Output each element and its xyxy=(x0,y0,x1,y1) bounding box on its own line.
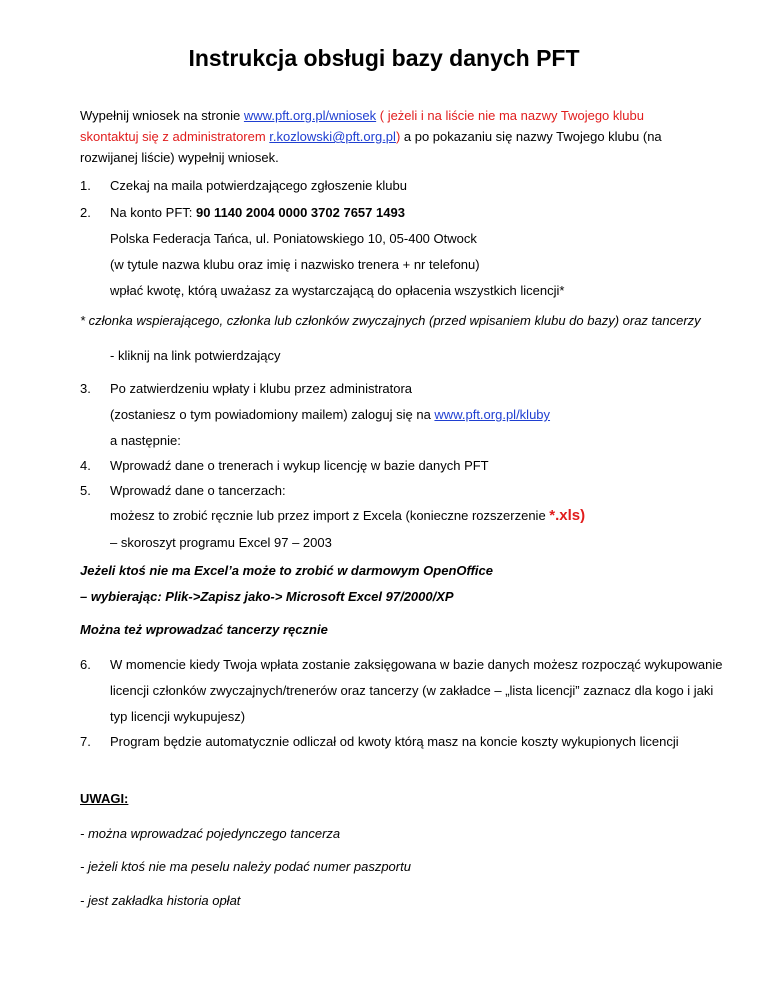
step-7-number: 7. xyxy=(80,734,91,749)
remark-3: - jest zakładka historia opłat xyxy=(80,893,241,908)
account-number: 90 1140 2004 0000 3702 7657 1493 xyxy=(195,205,405,220)
step-6-line-3: typ licencji wykupujesz) xyxy=(110,709,246,724)
step-2-number: 2. xyxy=(80,205,91,220)
step-3-line-3: a następnie: xyxy=(110,433,181,448)
intro-text-2: a po pokazaniu się nazwy Twojego klubu (na rozwijanej liście) wypełnij wniosek. xyxy=(80,129,662,165)
step-2-line-1 xyxy=(110,205,405,220)
step-6-line-2: licencji członków zwyczajnych/trenerów oraz tancerzy (w zakładce – „lista licencji” zaznacz dla kogo i jaki xyxy=(110,683,714,698)
wniosek-link[interactable]: www.pft.org.pl/wniosek xyxy=(243,108,377,123)
remark-2: - jeżeli ktoś nie ma peselu należy podać numer paszportu xyxy=(80,859,411,874)
step-3-line-2-text: (zostaniesz o tym powiadomiony mailem) zaloguj się na xyxy=(110,407,435,422)
step-1-text: Czekaj na maila potwierdzającego zgłoszenie klubu xyxy=(110,178,408,193)
step-5-line-3: – skoroszyt programu Excel 97 – 2003 xyxy=(110,535,332,550)
step-3-line-1: Po zatwierdzeniu wpłaty i klubu przez administratora xyxy=(110,381,413,396)
step-6-line-1: W momencie kiedy Twoja wpłata zostanie zaksięgowana w bazie danych możesz rozpocząć wykupowanie xyxy=(110,657,723,672)
save-as-note: – wybierając: Plik->Zapisz jako-> Microsoft Excel 97/2000/XP xyxy=(80,589,454,604)
step-5-line-2 xyxy=(110,507,585,524)
page-title: Instrukcja obsługi bazy danych PFT xyxy=(188,45,580,71)
step-3-number: 3. xyxy=(80,381,91,396)
intro-text-red-close: ) xyxy=(395,129,401,144)
step-4-text: Wprowadź dane o trenerach i wykup licencję w bazie danych PFT xyxy=(110,458,489,473)
confirm-link-instruction: - kliknij na link potwierdzający xyxy=(110,348,281,363)
step-1-number: 1. xyxy=(80,178,91,193)
step-2-line-2: Polska Federacja Tańca, ul. Poniatowskiego 10, 05-400 Otwock xyxy=(110,231,477,246)
step-3-line-2 xyxy=(110,407,550,422)
step-7-text: Program będzie automatycznie odliczał od kwoty którą masz na koncie koszty wykupionych licencji xyxy=(110,734,679,749)
openoffice-note: Jeżeli ktoś nie ma Excel’a może to zrobić w darmowym OpenOffice xyxy=(80,563,494,578)
step-5-line-1: Wprowadź dane o tancerzach: xyxy=(110,483,286,498)
step-2-line-3: (w tytule nazwa klubu oraz imię i nazwisko trenera + nr telefonu) xyxy=(110,257,480,272)
step-4-number: 4. xyxy=(80,458,91,473)
intro-paragraph xyxy=(80,105,700,168)
account-label: Na konto PFT: xyxy=(110,205,196,220)
kluby-link[interactable]: www.pft.org.pl/kluby xyxy=(434,407,551,422)
admin-email-link[interactable]: r.kozlowski@pft.org.pl xyxy=(269,129,396,144)
intro-text-1: Wypełnij wniosek na stronie xyxy=(80,108,244,123)
step-5-line-2-text: możesz to zrobić ręcznie lub przez import z Excela (konieczne rozszerzenie xyxy=(110,508,550,523)
remark-1: - można wprowadzać pojedynczego tancerza xyxy=(80,826,341,841)
intro-text-red: ( jeżeli i na liście nie ma nazwy Twojego klubu skontaktuj się z administratorem xyxy=(80,108,644,144)
step-2-line-4: wpłać kwotę, którą uważasz za wystarczającą do opłacenia wszystkich licencji* xyxy=(110,283,565,298)
footnote: * członka wspierającego, członka lub członków zwyczajnych (przed wpisaniem klubu do bazy) oraz tancerzy xyxy=(80,313,701,328)
step-5-number: 5. xyxy=(80,483,91,498)
manual-entry-note: Można też wprowadzać tancerzy ręcznie xyxy=(80,622,328,637)
remarks-heading: UWAGI: xyxy=(80,791,129,806)
step-6-number: 6. xyxy=(80,657,91,672)
xls-extension: *.xls) xyxy=(549,507,586,524)
